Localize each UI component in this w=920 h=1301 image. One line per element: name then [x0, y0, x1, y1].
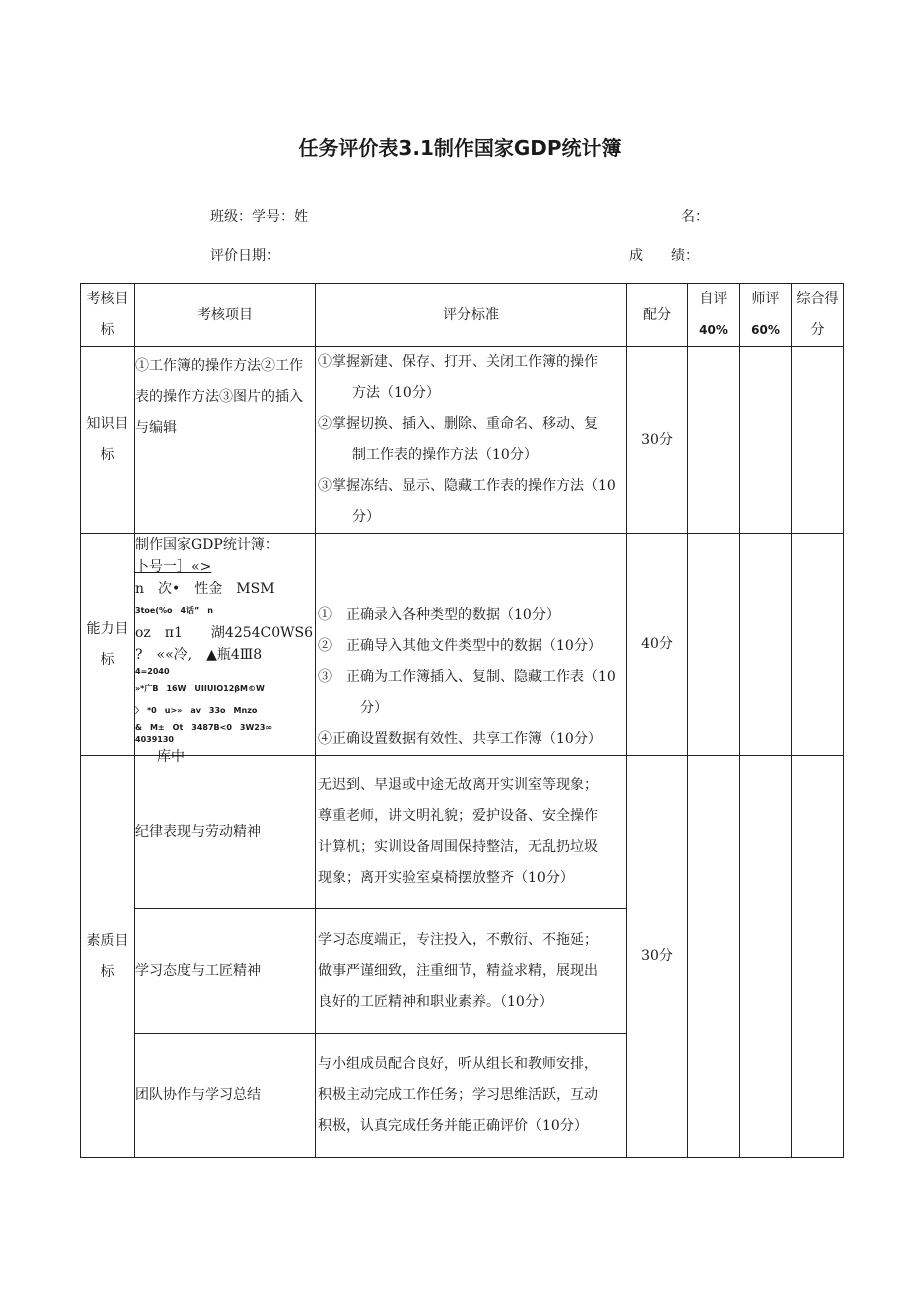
garbled-line: 〉 *0 u>» av 33o Mnzo [135, 706, 258, 715]
criteria-line: 无迟到、早退或中途无故离开实训室等现象； [318, 777, 598, 793]
knowledge-item: ①工作簿的操作方法②工作表的操作方法③图片的插入与编辑 [135, 347, 316, 534]
ability-item-heading: 制作国家GDP统计簿： [135, 537, 279, 553]
criteria-line: 尊重老师，讲文明礼貌；爱护设备、安全操作 [318, 808, 598, 824]
garbled-line: & M± Ot 3487B<0 3W23∞ [135, 723, 273, 732]
criteria-line: 现象；离开实验室桌椅摆放整齐（10分） [318, 870, 574, 886]
criteria-line: ②掌握切换、插入、删除、重命名、移动、复 [318, 416, 598, 432]
quality-criteria-1 [316, 756, 627, 909]
criteria-line: 计算机；实训设备周围保持整洁，无乱扔垃圾 [318, 839, 598, 855]
criteria-line: ③ 正确为工作簿插入、复制、隐藏工作表（10 [318, 669, 616, 685]
criteria-line: ② 正确导入其他文件类型中的数据（10分） [318, 638, 602, 654]
quality-item-3: 团队协作与学习总结 [135, 1034, 316, 1158]
header-item: 考核项目 [135, 284, 316, 347]
garbled-line: 库中 [157, 749, 185, 765]
row-knowledge [81, 347, 844, 534]
header-row [81, 284, 844, 347]
criteria-line: ③掌握冻结、显示、隐藏工作表的操作方法（10 [318, 478, 616, 494]
ability-target: 能力目标 [81, 534, 135, 756]
garbled-line: n 次• 性金 MSM [135, 581, 275, 597]
quality-target: 素质目标 [81, 756, 135, 1158]
evaluation-table [80, 283, 844, 1158]
garbled-line: 卜号一］«> [135, 559, 212, 575]
garbled-line: 4039130 [135, 735, 174, 744]
criteria-line: 做事严谨细致，注重细节，精益求精，展现出 [318, 962, 598, 979]
criteria-line: 积极，认真完成任务并能正确评价（10分） [318, 1118, 588, 1134]
criteria-line: 学习态度端正，专注投入，不敷衍、不拖延； [318, 931, 598, 948]
header-target: 考核目标 [81, 284, 135, 347]
criteria-line: ① 正确录入各种类型的数据（10分） [318, 607, 560, 623]
header-points: 配分 [627, 284, 688, 347]
ability-total-cell[interactable] [792, 534, 844, 756]
ability-points: 40分 [627, 534, 688, 756]
criteria-line: 积极主动完成工作任务；学习思维活跃，互动 [318, 1087, 598, 1103]
ability-item-text [135, 534, 315, 765]
ability-self-cell[interactable] [688, 534, 740, 756]
garbled-line: 3toe(%o 4话” n [135, 606, 213, 615]
criteria-line: 制工作表的操作方法（10分） [352, 447, 538, 463]
knowledge-total-cell[interactable] [792, 347, 844, 534]
ability-teacher-cell[interactable] [740, 534, 792, 756]
ability-criteria [316, 534, 627, 756]
quality-teacher-cell[interactable] [740, 756, 792, 1158]
garbled-line: ? ««冷, ▲瓶4Ⅲ8 [135, 647, 263, 663]
header-self-label: 自评 [699, 291, 728, 307]
criteria-line: 分） [352, 509, 380, 525]
knowledge-teacher-cell[interactable] [740, 347, 792, 534]
header-criteria: 评分标准 [316, 284, 627, 347]
score-label: 成 绩： [629, 248, 699, 264]
criteria-line: ④正确设置数据有效性、共享工作簿（10分） [318, 731, 602, 747]
header-total: 综合得分 [792, 284, 844, 347]
ability-item [135, 534, 316, 765]
quality-self-cell[interactable] [688, 756, 740, 1158]
name-label-suffix: 名： [681, 209, 709, 225]
quality-total-cell[interactable] [792, 756, 844, 1158]
header-teacher [740, 284, 792, 347]
criteria-line: 方法（10分） [352, 385, 440, 401]
knowledge-self-cell[interactable] [688, 347, 740, 534]
quality-criteria-3 [316, 1034, 627, 1158]
criteria-line: 分） [360, 700, 388, 716]
row-quality-1 [81, 756, 844, 909]
header-self-pct: 40% [699, 323, 728, 337]
knowledge-criteria [316, 347, 627, 534]
quality-points: 30分 [627, 756, 688, 1158]
criteria-line: 良好的工匠精神和职业素养。（10分） [318, 993, 553, 1010]
header-teacher-pct: 60% [751, 323, 780, 337]
criteria-line: ①掌握新建、保存、打开、关闭工作簿的操作 [318, 354, 598, 370]
row-ability [81, 534, 844, 756]
knowledge-points: 30分 [627, 347, 688, 534]
criteria-line: 与小组成员配合良好，听从组长和教师安排， [318, 1056, 598, 1072]
page-title: 任务评价表3.1制作国家GDP统计簿 [298, 136, 622, 160]
knowledge-target: 知识目标 [81, 347, 135, 534]
class-id-name-label: 班级：学号：姓 [210, 209, 308, 225]
header-self [688, 284, 740, 347]
header-teacher-label: 师评 [751, 291, 780, 307]
garbled-line: oz π1 湖4254C0WS6 [135, 625, 314, 641]
garbled-line: »*广B 16W UIIUIO12βM©W [135, 684, 265, 693]
garbled-line: 4=2040 [135, 667, 170, 676]
quality-item-2: 学习态度与工匠精神 [135, 909, 316, 1034]
quality-item-1: 纪律表现与劳动精神 [135, 756, 316, 909]
quality-criteria-2 [316, 909, 627, 1034]
eval-date-label: 评价日期： [210, 248, 280, 264]
